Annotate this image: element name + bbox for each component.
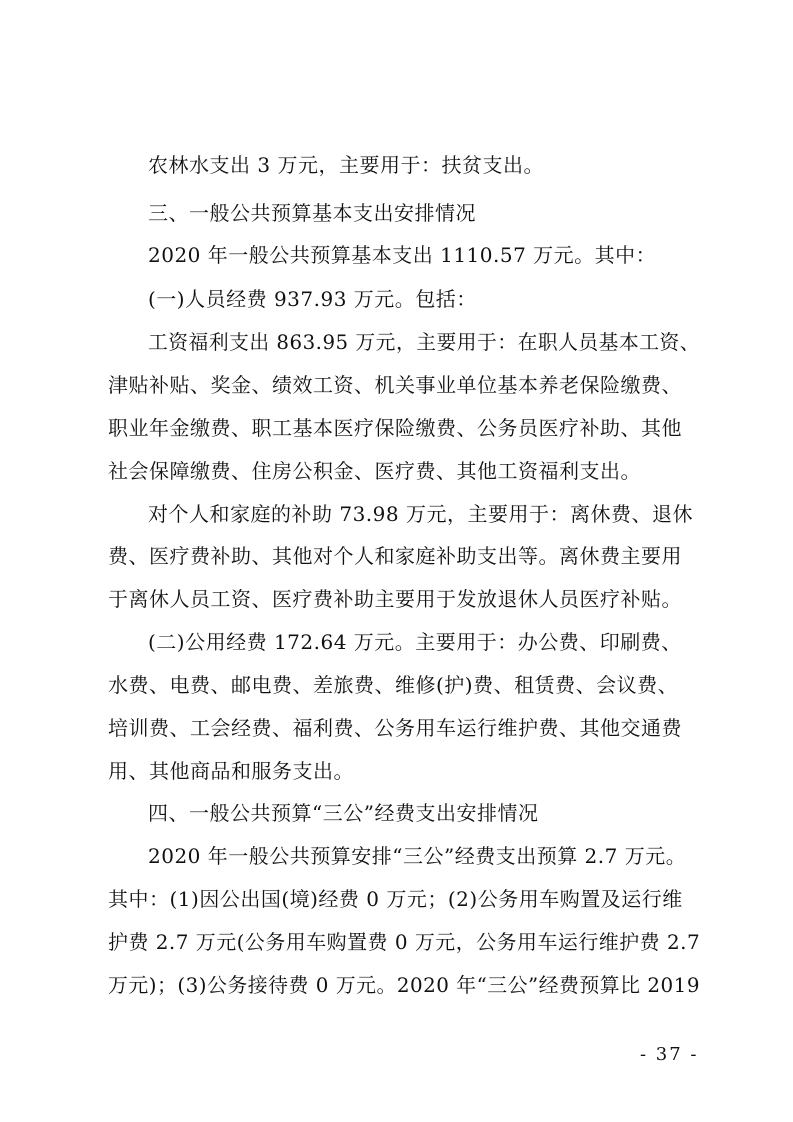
- text-line: 津贴补贴、奖金、绩效工资、机关事业单位基本养老保险缴费、: [108, 373, 682, 397]
- text-line: 费、医疗费补助、其他对个人和家庭补助支出等。离休费主要用: [108, 544, 682, 568]
- text-line: 2020 年一般公共预算安排“三公”经费支出预算 2.7 万元。: [148, 844, 687, 868]
- text-line: 2020 年一般公共预算基本支出 1110.57 万元。其中：: [148, 243, 657, 267]
- text-line: 万元)；(3)公务接待费 0 万元。2020 年“三公”经费预算比 2019: [108, 973, 700, 997]
- subsection-heading: (二)公用经费 172.64 万元。主要用于：办公费、印刷费、: [148, 630, 682, 654]
- text-line: 护费 2.7 万元(公务用车购置费 0 万元，公务用车运行维护费 2.7: [108, 930, 701, 954]
- text-line: 用、其他商品和服务支出。: [108, 759, 354, 783]
- text-line: 于离休人员工资、医疗费补助主要用于发放退休人员医疗补贴。: [108, 587, 682, 611]
- text-line: 社会保障缴费、住房公积金、医疗费、其他工资福利支出。: [108, 459, 641, 483]
- section-heading: 三、一般公共预算基本支出安排情况: [148, 201, 476, 225]
- section-heading: 四、一般公共预算“三公”经费支出安排情况: [148, 801, 539, 825]
- subsection-heading: (一)人员经费 937.93 万元。包括：: [148, 287, 477, 311]
- text-line: 培训费、工会经费、福利费、公务用车运行维护费、其他交通费: [108, 716, 682, 740]
- text-line: 工资福利支出 863.95 万元，主要用于：在职人员基本工资、: [148, 330, 701, 354]
- text-line: 农林水支出 3 万元，主要用于：扶贫支出。: [148, 153, 544, 177]
- text-line: 对个人和家庭的补助 73.98 万元，主要用于：离休费、退休: [148, 502, 693, 526]
- page-number: - 37 -: [640, 1044, 699, 1065]
- text-line: 水费、电费、邮电费、差旅费、维修(护)费、租赁费、会议费、: [108, 673, 679, 697]
- text-line: 其中：(1)因公出国(境)经费 0 万元；(2)公务用车购置及运行维: [108, 887, 683, 911]
- text-line: 职业年金缴费、职工基本医疗保险缴费、公务员医疗补助、其他: [108, 416, 682, 440]
